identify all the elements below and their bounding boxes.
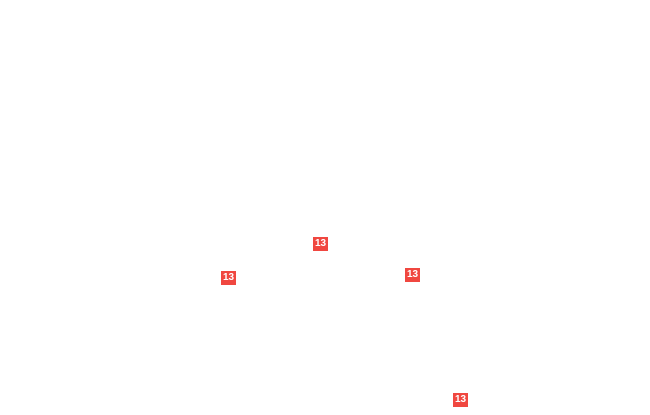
part-callout-badge[interactable]: 13 xyxy=(454,394,467,405)
part-callout-badge[interactable]: 13 xyxy=(406,269,419,280)
part-callout-badge[interactable]: 13 xyxy=(314,238,327,249)
part-callout-badge[interactable]: 13 xyxy=(222,272,235,283)
